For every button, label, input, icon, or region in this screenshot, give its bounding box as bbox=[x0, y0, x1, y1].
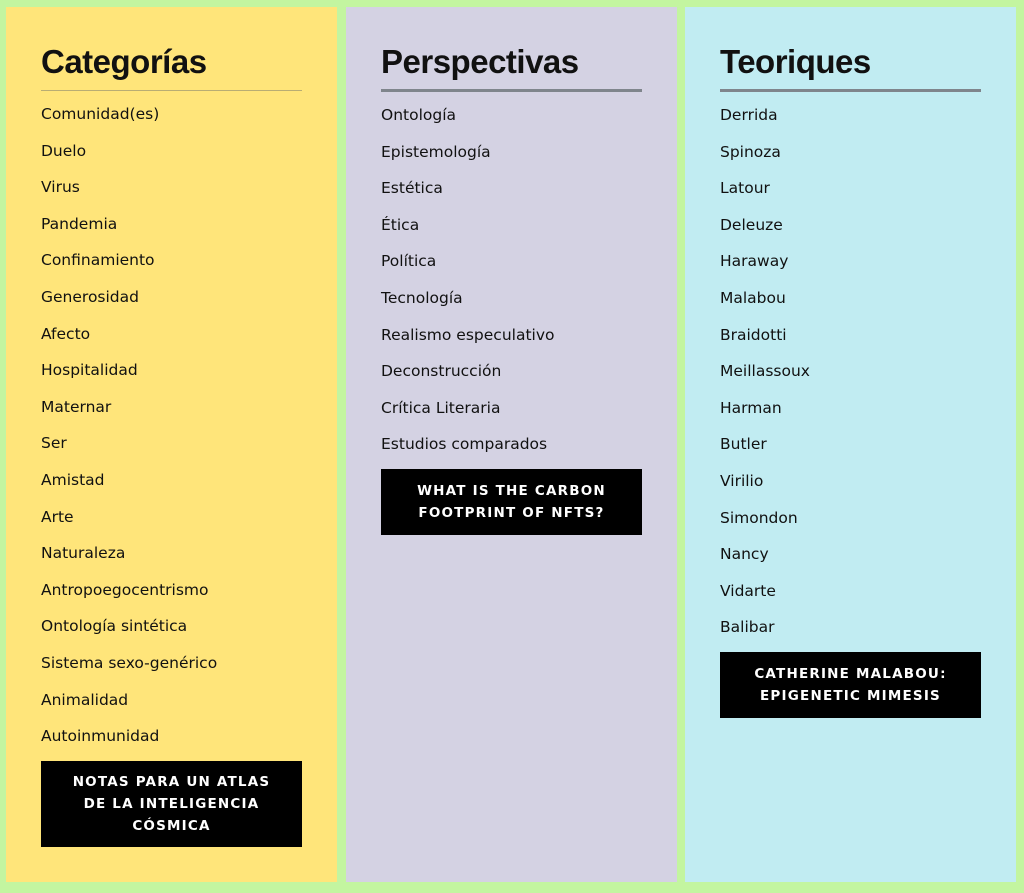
list-item bbox=[720, 212, 981, 249]
column-categorias bbox=[6, 7, 337, 882]
list-item-link[interactable]: Virus bbox=[41, 178, 80, 197]
list-item bbox=[41, 577, 302, 614]
list-item-link[interactable]: Afecto bbox=[41, 324, 91, 343]
list-item-link[interactable]: Estudios comparados bbox=[381, 435, 548, 454]
list-item-link[interactable]: Haraway bbox=[720, 252, 789, 271]
list-item bbox=[41, 321, 302, 358]
list-item bbox=[41, 687, 302, 724]
list-item bbox=[720, 578, 981, 615]
list-item bbox=[720, 322, 981, 359]
list-item bbox=[381, 212, 642, 249]
list-item-link[interactable]: Ontología sintética bbox=[41, 617, 188, 636]
list-item bbox=[720, 541, 981, 578]
list-item-link[interactable]: Arte bbox=[41, 507, 74, 526]
list-item-link[interactable]: Braidotti bbox=[720, 325, 787, 344]
list-item bbox=[381, 322, 642, 359]
list-item-link[interactable]: Nancy bbox=[720, 545, 769, 564]
list-item-link[interactable]: Butler bbox=[720, 435, 767, 454]
list-item bbox=[720, 505, 981, 542]
list-item-link[interactable]: Tecnología bbox=[381, 288, 463, 307]
column-perspectivas bbox=[346, 7, 677, 882]
carbon-footprint-button[interactable]: WHAT IS THE CARBON FOOTPRINT OF NFTS? bbox=[381, 469, 642, 535]
list-item bbox=[720, 431, 981, 468]
list-item-link[interactable]: Ser bbox=[41, 434, 67, 453]
theorist-list bbox=[720, 102, 981, 651]
list-item bbox=[41, 394, 302, 431]
list-item bbox=[381, 395, 642, 432]
list-item bbox=[41, 211, 302, 248]
list-item-link[interactable]: Sistema sexo-genérico bbox=[41, 653, 218, 672]
column-title: Categorías bbox=[41, 43, 207, 80]
list-item-link[interactable]: Estética bbox=[381, 179, 443, 198]
list-item bbox=[41, 650, 302, 687]
list-item-link[interactable]: Amistad bbox=[41, 470, 105, 489]
column-teoriques bbox=[685, 7, 1016, 882]
list-item bbox=[41, 504, 302, 541]
list-item bbox=[41, 540, 302, 577]
list-item bbox=[41, 247, 302, 284]
list-item bbox=[41, 357, 302, 394]
list-item-link[interactable]: Política bbox=[381, 252, 437, 271]
list-item-link[interactable]: Hospitalidad bbox=[41, 361, 138, 380]
list-item-link[interactable]: Antropoegocentrismo bbox=[41, 580, 209, 599]
list-item-link[interactable]: Ontología bbox=[381, 106, 457, 124]
list-item-link[interactable]: Derrida bbox=[720, 106, 778, 124]
list-item bbox=[41, 138, 302, 175]
list-item bbox=[720, 468, 981, 505]
column-title: Perspectivas bbox=[381, 43, 579, 80]
title-divider bbox=[41, 90, 302, 91]
list-item bbox=[41, 284, 302, 321]
list-item-link[interactable]: Malabou bbox=[720, 288, 786, 307]
list-item-link[interactable]: Spinoza bbox=[720, 142, 781, 161]
list-item-link[interactable]: Comunidad(es) bbox=[41, 105, 160, 123]
title-divider bbox=[381, 89, 642, 92]
list-item-link[interactable]: Autoinmunidad bbox=[41, 727, 160, 746]
list-item bbox=[720, 285, 981, 322]
category-list bbox=[41, 101, 302, 760]
list-item bbox=[381, 102, 642, 139]
list-item bbox=[720, 102, 981, 139]
list-item-link[interactable]: Virilio bbox=[720, 471, 764, 490]
list-item-link[interactable]: Realismo especulativo bbox=[381, 325, 555, 344]
list-item-link[interactable]: Ética bbox=[381, 215, 420, 234]
list-item bbox=[720, 358, 981, 395]
list-item-link[interactable]: Maternar bbox=[41, 397, 112, 416]
atlas-notes-button[interactable]: NOTAS PARA UN ATLAS DE LA INTELIGENCIA CÓSMICA bbox=[41, 761, 302, 847]
list-item-link[interactable]: Simondon bbox=[720, 508, 798, 527]
list-item bbox=[41, 723, 302, 760]
list-item-link[interactable]: Confinamiento bbox=[41, 251, 155, 270]
list-item-link[interactable]: Epistemología bbox=[381, 142, 491, 161]
list-item bbox=[381, 431, 642, 468]
list-item bbox=[41, 467, 302, 504]
list-item bbox=[41, 430, 302, 467]
malabou-mimesis-button[interactable]: CATHERINE MALABOU: EPIGENETIC MIMESIS bbox=[720, 652, 981, 718]
list-item-link[interactable]: Vidarte bbox=[720, 581, 776, 600]
list-item-link[interactable]: Naturaleza bbox=[41, 544, 126, 563]
list-item bbox=[381, 248, 642, 285]
list-item-link[interactable]: Generosidad bbox=[41, 287, 139, 306]
list-item bbox=[41, 174, 302, 211]
column-title: Teoriques bbox=[720, 43, 871, 80]
list-item-link[interactable]: Pandemia bbox=[41, 214, 118, 233]
list-item-link[interactable]: Duelo bbox=[41, 141, 87, 160]
perspective-list bbox=[381, 102, 642, 468]
list-item bbox=[381, 139, 642, 176]
list-item-link[interactable]: Deconstrucción bbox=[381, 362, 502, 381]
list-item-link[interactable]: Balibar bbox=[720, 618, 775, 637]
list-item bbox=[381, 358, 642, 395]
list-item-link[interactable]: Animalidad bbox=[41, 690, 129, 709]
list-item bbox=[381, 285, 642, 322]
list-item bbox=[720, 175, 981, 212]
list-item-link[interactable]: Latour bbox=[720, 179, 770, 198]
title-divider bbox=[720, 89, 981, 92]
list-item bbox=[41, 613, 302, 650]
list-item-link[interactable]: Crítica Literaria bbox=[381, 398, 501, 417]
list-item bbox=[720, 139, 981, 176]
list-item-link[interactable]: Deleuze bbox=[720, 215, 783, 234]
list-item-link[interactable]: Meillassoux bbox=[720, 362, 810, 381]
list-item bbox=[41, 101, 302, 138]
list-item-link[interactable]: Harman bbox=[720, 398, 782, 417]
list-item bbox=[720, 395, 981, 432]
list-item bbox=[720, 248, 981, 285]
list-item bbox=[381, 175, 642, 212]
list-item bbox=[720, 614, 981, 651]
